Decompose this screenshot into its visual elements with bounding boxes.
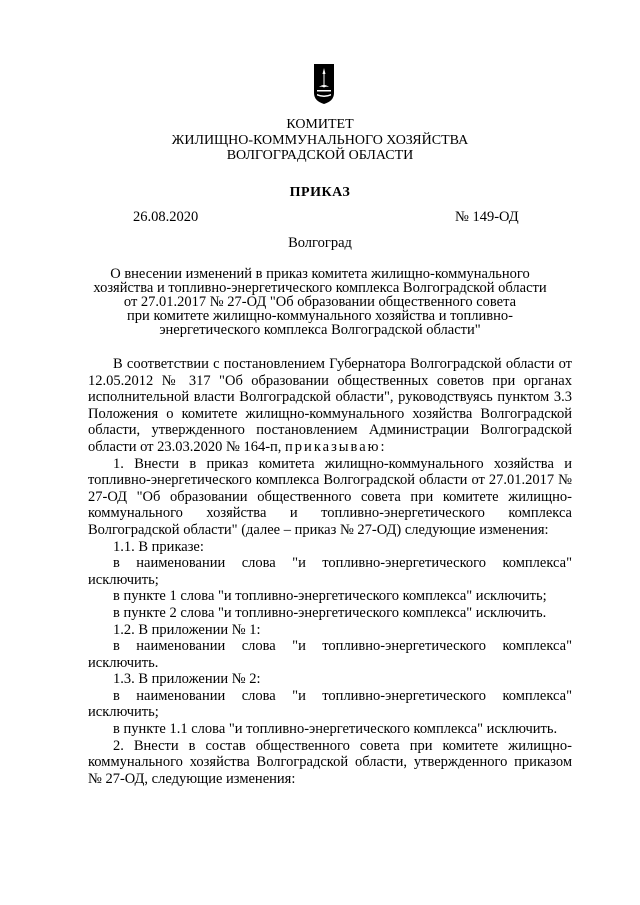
committee-line-2: ЖИЛИЩНО-КОММУНАЛЬНОГО ХОЗЯЙСТВА bbox=[171, 132, 469, 148]
clause-1-1: 1.1. В приказе: bbox=[113, 538, 204, 555]
committee-line-3: ВОЛГОГРАДСКОЙ ОБЛАСТИ bbox=[226, 148, 414, 163]
subject-line: хозяйства и топливно-энергетического комплекса Волгоградской области bbox=[93, 280, 547, 296]
clause-2: 2. Внести в состав общественного совета при комитете жилищно-коммунального хозяйства Волгоградской области, утвержденного приказом № 27-ОД, следующие изменения: bbox=[88, 737, 572, 787]
clause-1-2: 1.2. В приложении № 1: bbox=[113, 621, 261, 638]
clause-1: 1. Внести в приказ комитета жилищно-коммунального хозяйства и топливно-энергетического комплекса Волгоградской области от 27.01.2017 № 27-ОД "Об образовании общественного совета при комитете жилищно-коммунального хозяйства и топливно-энергетического комплекса Волгоградской области" (далее – приказ № 27-ОД) следующие изменения: bbox=[88, 455, 572, 538]
subject-line: энергетического комплекса Волгоградской области" bbox=[159, 322, 481, 338]
preamble-paragraph bbox=[88, 356, 572, 456]
subject-line: при комитете жилищно-коммунального хозяйства и топливно- bbox=[127, 308, 513, 324]
preamble-order-word: приказываю: bbox=[285, 438, 387, 455]
clause-1-3-item: в пункте 1.1 слова "и топливно-энергетического комплекса" исключить. bbox=[113, 721, 558, 738]
clause-1-1-item: в пункте 2 слова "и топливно-энергетического комплекса" исключить. bbox=[113, 604, 547, 621]
clause-1-1-item: в пункте 1 слова "и топливно-энергетического комплекса" исключить; bbox=[113, 588, 547, 605]
clause-1-3-item: в наименовании слова "и топливно-энергетического комплекса" исключить; bbox=[88, 687, 572, 721]
committee-name bbox=[0, 117, 640, 164]
order-subject bbox=[0, 267, 640, 337]
volgograd-coat-of-arms-icon bbox=[313, 63, 335, 105]
subject-line: от 27.01.2017 № 27-ОД "Об образовании общественного совета bbox=[123, 294, 517, 310]
city-name: Волгоград bbox=[288, 235, 352, 251]
clause-1-1-item: в наименовании слова "и топливно-энергетического комплекса" исключить; bbox=[88, 555, 572, 588]
preamble-text: В соответствии с постановлением Губернатора Волгоградской области от 12.05.2012 № 317 "Об образовании общественных советов при органах исполнительной власти Волгоградской области", руководствуясь пунктом 3.3 Положения о комитете жилищно-коммунального хозяйства Волгоградской области, утвержденного постановлением Администрации Волгоградской области от 23.03.2020 № 164-п, bbox=[88, 356, 572, 455]
order-body bbox=[88, 356, 572, 787]
committee-line-1: КОМИТЕТ bbox=[286, 117, 354, 132]
order-number: № 149-ОД bbox=[455, 209, 519, 225]
subject-line: О внесении изменений в приказ комитета жилищно-коммунального bbox=[110, 266, 530, 282]
clause-1-3: 1.3. В приложении № 2: bbox=[113, 671, 261, 688]
order-date: 26.08.2020 bbox=[133, 209, 199, 225]
clause-1-2-item: в наименовании слова "и топливно-энергетического комплекса" исключить. bbox=[88, 638, 572, 671]
document-type: ПРИКАЗ bbox=[289, 185, 351, 200]
